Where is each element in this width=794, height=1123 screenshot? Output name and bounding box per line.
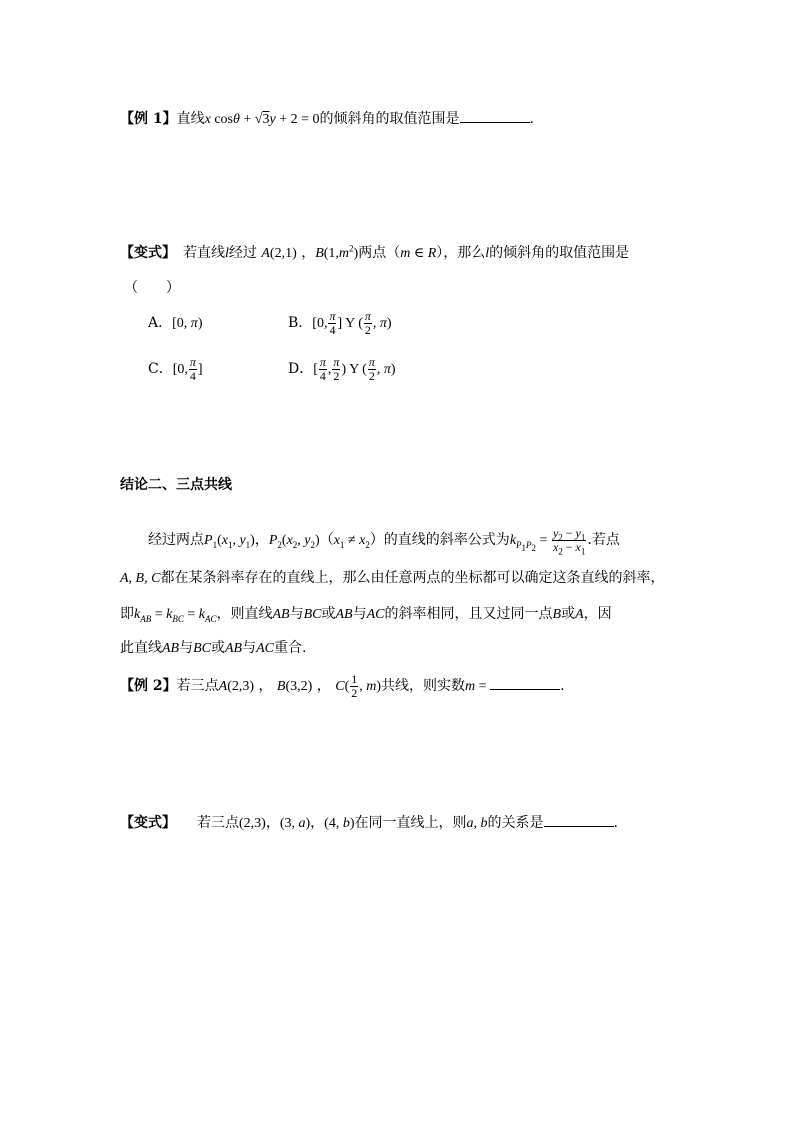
option-c[interactable] — [148, 352, 203, 387]
variant-1-point-a: A(2,1) — [261, 246, 297, 261]
variant-2-text-2: 在同一直线上，则 — [354, 815, 467, 831]
example-1 — [120, 108, 534, 130]
example-1-answer-blank[interactable] — [460, 108, 530, 123]
example-2-end: . — [560, 678, 565, 694]
example-2-point-b: B(3,2) — [276, 679, 313, 694]
para-line-4: 此直线AB与BC或AB与AC重合. — [120, 640, 307, 656]
section-2-title: 结论二、三点共线 — [120, 477, 232, 493]
option-c-value: [0, $\frac{\pi}{4}$ ] — [172, 355, 203, 384]
para-l3-a: 即 — [120, 606, 134, 622]
variant-2-text-3: 的关系是 — [487, 815, 544, 831]
para-line-1 — [148, 522, 620, 559]
para-l2-b: 都在某条斜率存在的直线上，那么由任意两点的坐标都可以确定这条直线的斜率， — [160, 570, 665, 586]
option-c-label: C． — [148, 361, 173, 377]
variant-2-p1: (2,3) — [239, 816, 266, 831]
variant-1-text-2: 经过 — [228, 245, 257, 261]
para-l1-c: （ — [319, 532, 334, 548]
variant-1 — [120, 243, 629, 264]
para-l4-b: 重合. — [274, 640, 307, 656]
example-1-text-2: 的倾斜角的取值范围是 — [319, 111, 460, 127]
para-l3-b: ，则直线 — [216, 606, 273, 622]
variant-1-text-4: ），那么 — [436, 245, 486, 261]
example-2-point-c: C( $\frac{1}{2}$ , m) — [335, 672, 382, 701]
para-l1-e: .若点 — [587, 532, 620, 548]
para-l1-a: 经过两点 — [148, 532, 204, 548]
para-cond: $x_1 \ne x_2$ — [333, 533, 370, 550]
para-l3-e: 的斜率相同，且又过同一点 — [384, 606, 553, 622]
para-l4-c: 与 — [179, 640, 194, 656]
option-b-value: [0, $\frac{\pi}{4}$ ] Y ( $\frac{\pi}{2}$ , π) — [312, 309, 392, 338]
para-l4-c2: 与 — [242, 640, 257, 656]
variant-1-cond: m ∈ R — [400, 246, 437, 261]
slope-formula: $k_{P_1P_2}$ = $\frac{y_2 - y_1}{x_2 - x_1}$ — [509, 526, 586, 557]
variant-1-tag: 【变式】 — [120, 245, 169, 261]
option-a[interactable] — [148, 313, 202, 334]
variant-1-text-5: 的倾斜角的取值范围是 — [489, 245, 630, 261]
variant-2-p3: (4, b) — [324, 816, 355, 831]
example-2: 【例 2】若三点A(2,3) ， B(3,2) ， C( $\frac{1}{2}$ , m)共线，则实数m = . — [120, 672, 565, 701]
variant-1-sep: ， — [301, 245, 316, 261]
example-1-tag: 【例 1】 — [120, 111, 177, 127]
example-2-point-a: A(2,3) — [218, 679, 255, 694]
option-d-value: [ $\frac{\pi}{4}$ , $\frac{\pi}{2}$ ) Y ( $\frac{\pi}{2}$ , π) — [313, 355, 396, 384]
example-1-end: . — [529, 111, 534, 127]
example-2-text-2: 共线，则实数 — [381, 678, 466, 694]
para-abc: A, B, C — [120, 571, 161, 586]
para-l4-a: 此直线 — [120, 640, 162, 656]
variant-1-text-1: 若直线 — [183, 245, 225, 261]
para-p1: $P_1(x_1$, $y_1$) — [204, 533, 255, 550]
variant-2-text-1: 若三点 — [197, 815, 239, 831]
option-b[interactable] — [288, 306, 392, 341]
variant-1-paren: （ ） — [124, 280, 180, 296]
variant-2: 【变式】 若三点(2,3)，(3, a)，(4, b)在同一直线上，则a, b的关系是 . — [120, 812, 618, 834]
para-line-3: 即$k_{AB} = k_{BC} = k_{AC}$，则直线AB与BC或AB与AC的斜率相同，且又过同一点B或A，因 — [120, 606, 612, 624]
para-l3-d: 或 — [321, 606, 336, 622]
option-a-value: [0, π) — [172, 316, 203, 331]
variant-1-l: l — [225, 246, 229, 261]
example-2-var: m = — [465, 679, 491, 694]
variant-2-end: . — [613, 815, 618, 831]
example-1-formula: x cosθ + √3y + 2 = 0 — [204, 112, 320, 127]
para-l3-f: ，因 — [583, 606, 612, 622]
para-slope-eq: $k_{AB} = k_{BC} = k_{AC}$ — [134, 607, 217, 624]
para-l3-c2: 与 — [352, 606, 367, 622]
option-b-label: B． — [288, 315, 313, 331]
variant-1-text-3: 两点（ — [358, 245, 401, 261]
option-d[interactable] — [288, 352, 396, 387]
para-l1-b: ， — [254, 532, 269, 548]
para-line-2 — [120, 568, 664, 589]
option-a-label: A． — [148, 315, 173, 331]
option-d-label: D． — [288, 361, 314, 377]
example-2-text-1: 若三点 — [176, 678, 219, 694]
para-l3-d2: 或 — [561, 606, 576, 622]
example-1-text-1: 直线 — [176, 111, 205, 127]
variant-2-p2: (3, a) — [279, 816, 311, 831]
variant-2-answer-blank[interactable] — [544, 812, 614, 827]
variant-2-tag: 【变式】 — [120, 815, 169, 831]
example-2-tag: 【例 2】 — [120, 678, 177, 694]
variant-1-l-2: l — [485, 246, 490, 261]
para-l1-d: ）的直线的斜率公式为 — [369, 532, 510, 548]
variant-2-ab: a, b — [466, 816, 488, 831]
variant-1-point-b: $B(1,m^2)$ — [315, 243, 359, 261]
para-l3-c: 与 — [289, 606, 304, 622]
para-l4-d: 或 — [211, 640, 225, 656]
example-2-answer-blank[interactable] — [490, 675, 560, 690]
para-p2: $P_2(x_2$, $y_2$) — [268, 533, 320, 550]
